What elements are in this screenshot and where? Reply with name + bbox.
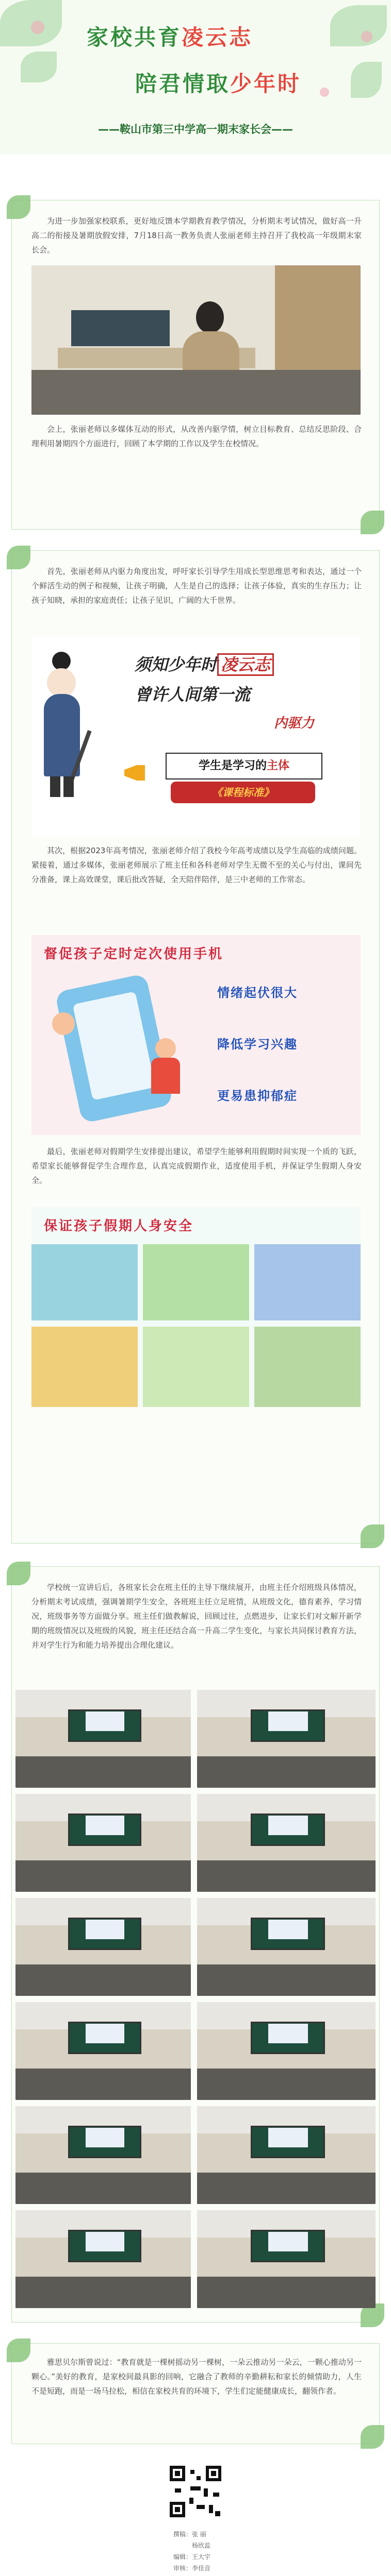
- section-closing: [11, 2343, 380, 2444]
- credit-editor: 编辑：王大宇: [173, 2553, 211, 2561]
- qr-code[interactable]: [170, 2466, 221, 2517]
- student-subject-box: 学生是学习的主体: [166, 753, 322, 779]
- section-speech: [11, 550, 380, 1544]
- credit-reviewer: 审核：李佳音: [173, 2565, 211, 2572]
- class-photo: [15, 1794, 191, 1892]
- curriculum-standard-label: 《课程标准》: [212, 786, 274, 799]
- credit-writer-2: 杨欣蕊: [192, 2542, 211, 2549]
- phone-item-3: 更易患抑郁症: [217, 1089, 298, 1103]
- phone-item-2: 降低学习兴趣: [217, 1037, 298, 1052]
- credit-writer: 撰稿：张 丽: [173, 2531, 206, 2538]
- class-photo: [15, 2106, 191, 2204]
- class-photo: [197, 2210, 376, 2308]
- class-photo: [15, 1898, 191, 1996]
- speech-paragraph-2: 其次，根据2023年高考情况，张丽老师介绍了我校今年高考成绩以及学生高临的成绩问题。紧接着，通过多媒体，张丽老师展示了班主任和各科老师对学生无微不至的关心与付出，课间先分准备，课上高效课堂，课后批改答疑，全天陪伴陪伴，是三中老师的工作常态。: [31, 846, 362, 884]
- banner-title-line1: 家校共育凌云志: [87, 25, 253, 50]
- header-banner: [0, 0, 391, 155]
- banner-title-line2: 陪君情取少年时: [135, 71, 302, 96]
- class-photo: [15, 2210, 191, 2308]
- slogan-line-1: 须知少年时 凌云志: [135, 652, 274, 675]
- class-photo: [15, 1690, 191, 1788]
- slogan-graphic: [31, 636, 361, 837]
- speech-paragraph-3: 最后，张丽老师对假期学生安排提出建议，希望学生能够利用假期时间实现一个质的飞跃，希望家长能够督促学生合理作息，认真完成假期作业，适度使用手机，并保证学生假期人身安全。: [31, 1147, 362, 1185]
- class-photo: [197, 2002, 376, 2100]
- class-meetings-paragraph: 学校统一宣讲后后，各班家长会在班主任的主导下继续展开，由班主任介绍班级具体情况，分析期末考试成绩，强调暑期学生安全，各班班主任立足班情，从班级文化，德育素养，学习情况，班级事务等方面做分享。班主任们做教解说，回顾过往，点燃进步，让家长们对文解开新学期的班级情况以及班级的风貌，班主任还结合高一升高二学生变化，与家长共同探讨教育方法，并对学生行为和能力培养提出合理化建议。: [31, 1583, 362, 1650]
- slogan-line-2: 曾许人间第一流: [135, 685, 251, 704]
- closing-paragraph: 雅思贝尔斯曾说过：“教育就是一棵树摇动另一棵树，一朵云推动另一朵云，一颗心推动另一颗心。”美好的教育，是家校间最具影的回响，它融合了教师的辛勤耕耘和家长的倾情助力，人生不是短跑，而是一场马拉松，相信在家校共育的环境下，学生们定能健康成长，翻领作者。: [31, 2358, 362, 2396]
- speech-paragraph-1: 首先，张丽老师从内驱力角度出发，呼吁家长引导学生用成长型思维思考和表达，通过一个个鲜活生动的例子和视频，让孩子明确，人生是自己的选择；让孩子体验，真实的生存压力；让孩子知晓，承担的家庭责任；让孩子见识，广阔的大千世界。: [31, 567, 362, 605]
- phone-card-title: 督促孩子定时定次使用手机: [44, 946, 224, 962]
- intro-paragraph-2: 会上，张丽老师以多媒体互动的形式，从改善内驱学情，树立目标教育、总结反思阶段、合理利用暑期四个方面进行，回顾了本学期的工作以及学生在校情况。: [31, 425, 362, 448]
- teacher-photo: [31, 265, 361, 415]
- class-photo: [197, 1690, 376, 1788]
- intro-paragraph-1: 为进一步加强家校联系，更好地反馈本学期教育教学情况，分析期末考试情况，做好高一升高二的衔接及暑期放假安排，7月18日高一教务负责人张丽老师主持召开了我校高一年级期末家长会。: [31, 216, 362, 255]
- class-photo: [197, 1898, 376, 1996]
- safety-illustration-grid: [31, 1244, 361, 1407]
- class-photo: [197, 1794, 376, 1892]
- safety-card-title: 保证孩子假期人身安全: [44, 1218, 194, 1234]
- class-photo: [197, 2106, 376, 2204]
- phone-usage-card: [31, 935, 361, 1135]
- megaphone-icon: [124, 765, 145, 781]
- inner-drive-label: 内驱力: [274, 716, 315, 731]
- section-intro: [11, 200, 380, 530]
- phone-item-1: 情绪起伏很大: [217, 986, 298, 1000]
- class-photo: [15, 2002, 191, 2100]
- class-photo-grid: [15, 1690, 376, 2312]
- banner-subtitle: ——鞍山市第三中学高一期末家长会——: [98, 123, 293, 135]
